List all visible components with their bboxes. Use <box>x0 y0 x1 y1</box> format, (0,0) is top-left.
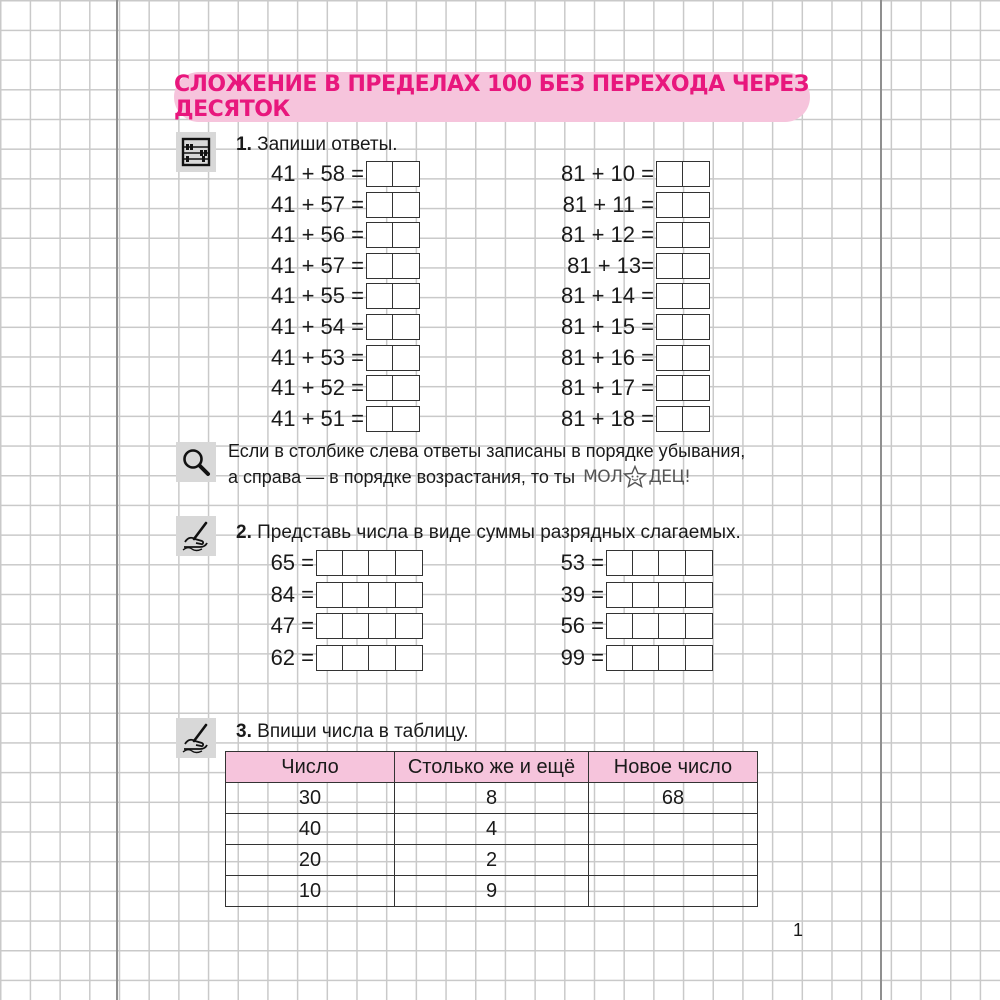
answer-cell[interactable] <box>395 550 423 576</box>
table-cell[interactable] <box>589 814 758 845</box>
table-cell: 40 <box>226 814 395 845</box>
answer-cell[interactable] <box>366 161 394 187</box>
answer-cell[interactable] <box>366 253 394 279</box>
exercise-expression: 62 = <box>270 644 314 670</box>
answer-cell[interactable] <box>656 253 684 279</box>
table-row <box>226 783 758 814</box>
table-cell: 9 <box>395 876 589 907</box>
answer-cell[interactable] <box>342 645 370 671</box>
answer-boxes <box>316 613 423 639</box>
exercise-expression: 81 + 10 = <box>561 161 654 186</box>
answer-cell[interactable] <box>392 345 420 371</box>
abacus-icon <box>176 132 216 172</box>
answer-cell[interactable] <box>395 582 423 608</box>
answer-cell[interactable] <box>368 582 396 608</box>
table-cell: 10 <box>226 876 395 907</box>
task2-heading <box>236 522 741 544</box>
table-row <box>226 876 758 907</box>
exercise-expression: 41 + 55 = <box>271 283 364 309</box>
column-header-addend: Столько же и ещё <box>395 752 589 783</box>
answer-cell[interactable] <box>682 406 710 432</box>
hint-line-2-row <box>228 464 745 490</box>
answer-cell[interactable] <box>392 192 420 218</box>
exercise-row <box>230 581 423 609</box>
answer-boxes <box>656 283 710 309</box>
answer-cell[interactable] <box>606 613 634 639</box>
answer-cell[interactable] <box>685 613 713 639</box>
answer-cell[interactable] <box>395 645 423 671</box>
exercise-row <box>230 282 420 310</box>
answer-boxes <box>656 406 710 432</box>
exercise-expression: 56 = <box>560 613 604 638</box>
table-cell[interactable] <box>589 845 758 876</box>
task1-left-column <box>230 160 420 435</box>
exercise-row <box>230 221 420 249</box>
answer-cell[interactable] <box>682 161 710 187</box>
exercise-row <box>520 549 713 577</box>
answer-cell[interactable] <box>342 582 370 608</box>
writing-hand-icon <box>176 516 216 556</box>
answer-cell[interactable] <box>368 613 396 639</box>
exercise-expression: 41 + 57 = <box>271 252 364 278</box>
magnifier-icon <box>176 442 216 482</box>
table-cell: 2 <box>395 845 589 876</box>
answer-cell[interactable] <box>632 613 660 639</box>
exercise-row <box>520 252 710 280</box>
answer-boxes <box>366 222 420 248</box>
answer-cell[interactable] <box>658 582 686 608</box>
exercise-row <box>230 549 423 577</box>
exercise-row <box>230 374 420 402</box>
answer-cell[interactable] <box>395 613 423 639</box>
answer-cell[interactable] <box>368 645 396 671</box>
answer-cell[interactable] <box>342 550 370 576</box>
answer-boxes <box>606 582 713 608</box>
answer-cell[interactable] <box>606 550 634 576</box>
answer-boxes <box>656 375 710 401</box>
exercise-expression: 41 + 54 = <box>271 313 364 339</box>
answer-boxes <box>656 161 710 187</box>
exercise-row <box>230 644 423 672</box>
exercise-row <box>520 282 710 310</box>
exercise-expression: 53 = <box>560 550 604 575</box>
answer-cell[interactable] <box>685 550 713 576</box>
answer-cell[interactable] <box>656 314 684 340</box>
column-header-result: Новое число <box>589 752 758 783</box>
exercise-expression: 41 + 56 = <box>271 222 364 248</box>
answer-boxes <box>656 192 710 218</box>
task2-right-column <box>520 549 713 675</box>
answer-cell[interactable] <box>366 222 394 248</box>
answer-cell[interactable] <box>656 161 684 187</box>
answer-cell[interactable] <box>392 375 420 401</box>
exercise-row <box>230 252 420 280</box>
answer-cell[interactable] <box>366 314 394 340</box>
praise-left: МОЛ <box>583 467 623 487</box>
answer-cell[interactable] <box>316 645 344 671</box>
table-cell: 4 <box>395 814 589 845</box>
answer-cell[interactable] <box>316 613 344 639</box>
answer-cell[interactable] <box>685 645 713 671</box>
exercise-expression: 81 + 16 = <box>561 344 654 370</box>
answer-cell[interactable] <box>658 645 686 671</box>
task1-text: Запиши ответы. <box>257 134 398 155</box>
exercise-row <box>520 644 713 672</box>
task3-text: Впиши числа в таблицу. <box>257 721 469 742</box>
answer-cell[interactable] <box>685 582 713 608</box>
task1-number: 1. <box>236 134 252 155</box>
answer-cell[interactable] <box>682 222 710 248</box>
answer-cell[interactable] <box>682 345 710 371</box>
praise-word <box>583 464 690 490</box>
answer-cell[interactable] <box>632 582 660 608</box>
answer-cell[interactable] <box>656 192 684 218</box>
exercise-expression: 81 + 13= <box>567 252 654 278</box>
exercise-expression: 81 + 17 = <box>561 375 654 401</box>
exercise-expression: 65 = <box>270 550 314 575</box>
answer-cell[interactable] <box>682 192 710 218</box>
table-cell: 8 <box>395 783 589 814</box>
answer-boxes <box>316 645 423 671</box>
task3-heading <box>236 721 469 743</box>
answer-boxes <box>366 192 420 218</box>
praise-right: ДЕЦ! <box>648 467 691 487</box>
answer-cell[interactable] <box>656 375 684 401</box>
answer-cell[interactable] <box>392 283 420 309</box>
task2-text: Представь числа в виде суммы разрядных слагаемых. <box>257 522 741 543</box>
table-cell[interactable] <box>589 876 758 907</box>
table-row <box>226 814 758 845</box>
page-number: 1 <box>793 920 804 940</box>
page-edge-left <box>116 0 118 1000</box>
answer-boxes <box>316 582 423 608</box>
answer-boxes <box>656 345 710 371</box>
answer-cell[interactable] <box>366 406 394 432</box>
answer-boxes <box>316 550 423 576</box>
answer-cell[interactable] <box>656 406 684 432</box>
exercise-row <box>230 313 420 341</box>
answer-cell[interactable] <box>366 192 394 218</box>
answer-cell[interactable] <box>366 283 394 309</box>
exercise-expression: 81 + 15 = <box>561 313 654 339</box>
task3-number: 3. <box>236 721 252 742</box>
table-header-row <box>226 752 758 783</box>
answer-cell[interactable] <box>366 345 394 371</box>
answer-cell[interactable] <box>656 222 684 248</box>
exercise-row <box>520 313 710 341</box>
exercise-row <box>230 344 420 372</box>
answer-cell[interactable] <box>392 253 420 279</box>
answer-cell[interactable] <box>392 406 420 432</box>
answer-cell[interactable] <box>316 582 344 608</box>
answer-cell[interactable] <box>656 283 684 309</box>
exercise-expression: 81 + 12 = <box>561 222 654 248</box>
answer-boxes <box>366 406 420 432</box>
answer-boxes <box>366 161 420 187</box>
table-cell: 30 <box>226 783 395 814</box>
answer-cell[interactable] <box>682 253 710 279</box>
answer-cell[interactable] <box>316 550 344 576</box>
exercise-row <box>520 160 710 188</box>
answer-boxes <box>606 613 713 639</box>
exercise-row <box>520 344 710 372</box>
answer-cell[interactable] <box>632 645 660 671</box>
exercise-expression: 47 = <box>270 613 314 638</box>
answer-cell[interactable] <box>632 550 660 576</box>
answer-cell[interactable] <box>392 314 420 340</box>
exercise-row <box>230 191 420 219</box>
table-cell: 20 <box>226 845 395 876</box>
answer-cell[interactable] <box>682 314 710 340</box>
exercise-row <box>230 612 423 640</box>
exercise-row <box>520 405 710 433</box>
exercise-expression: 81 + 18 = <box>561 405 654 431</box>
answer-boxes <box>656 253 710 279</box>
exercise-expression: 41 + 53 = <box>271 344 364 370</box>
table-row <box>226 845 758 876</box>
exercise-expression: 81 + 11 = <box>562 191 654 217</box>
answer-boxes <box>656 314 710 340</box>
exercise-row <box>520 374 710 402</box>
answer-cell[interactable] <box>658 550 686 576</box>
hint-line-2: а справа — в порядке возрастания, то ты <box>228 467 576 487</box>
exercise-expression: 81 + 14 = <box>561 283 654 309</box>
answer-boxes <box>366 253 420 279</box>
answer-cell[interactable] <box>606 645 634 671</box>
answer-boxes <box>606 645 713 671</box>
hint-line-1: Если в столбике слева ответы записаны в порядке убывания, <box>228 441 746 461</box>
answer-cell[interactable] <box>682 283 710 309</box>
answer-boxes <box>366 345 420 371</box>
exercise-row <box>230 405 420 433</box>
column-header-number: Число <box>226 752 395 783</box>
exercise-expression: 41 + 58 = <box>271 161 364 186</box>
answer-cell[interactable] <box>368 550 396 576</box>
answer-cell[interactable] <box>342 613 370 639</box>
answer-cell[interactable] <box>392 222 420 248</box>
hint <box>228 438 745 490</box>
task3-table <box>225 751 758 907</box>
answer-cell[interactable] <box>392 161 420 187</box>
exercise-expression: 39 = <box>560 581 604 607</box>
page-title: СЛОЖЕНИЕ В ПРЕДЕЛАХ 100 БЕЗ ПЕРЕХОДА ЧЕРЕЗ ДЕСЯТОК <box>174 72 809 122</box>
exercise-expression: 41 + 57 = <box>271 191 364 217</box>
task1-heading <box>236 134 398 156</box>
answer-cell[interactable] <box>366 375 394 401</box>
answer-boxes <box>606 550 713 576</box>
exercise-row <box>520 221 710 249</box>
exercise-expression: 41 + 51 = <box>271 405 364 431</box>
answer-cell[interactable] <box>682 375 710 401</box>
task2-left-column <box>230 549 423 675</box>
writing-hand-icon <box>176 718 216 758</box>
exercise-expression: 41 + 52 = <box>271 375 364 401</box>
title-banner <box>174 72 810 122</box>
answer-boxes <box>656 222 710 248</box>
answer-cell[interactable] <box>656 345 684 371</box>
answer-cell[interactable] <box>658 613 686 639</box>
answer-boxes <box>366 375 420 401</box>
task1-right-column <box>520 160 710 435</box>
exercise-row <box>520 581 713 609</box>
task2-number: 2. <box>236 522 252 543</box>
exercise-row <box>230 160 420 188</box>
page-edge-right <box>880 0 882 1000</box>
table-cell[interactable]: 68 <box>589 783 758 814</box>
exercise-row <box>520 612 713 640</box>
exercise-row <box>520 191 710 219</box>
answer-cell[interactable] <box>606 582 634 608</box>
answer-boxes <box>366 314 420 340</box>
exercise-expression: 99 = <box>560 644 604 670</box>
answer-boxes <box>366 283 420 309</box>
exercise-expression: 84 = <box>270 581 314 607</box>
smiling-star-icon <box>623 465 647 489</box>
